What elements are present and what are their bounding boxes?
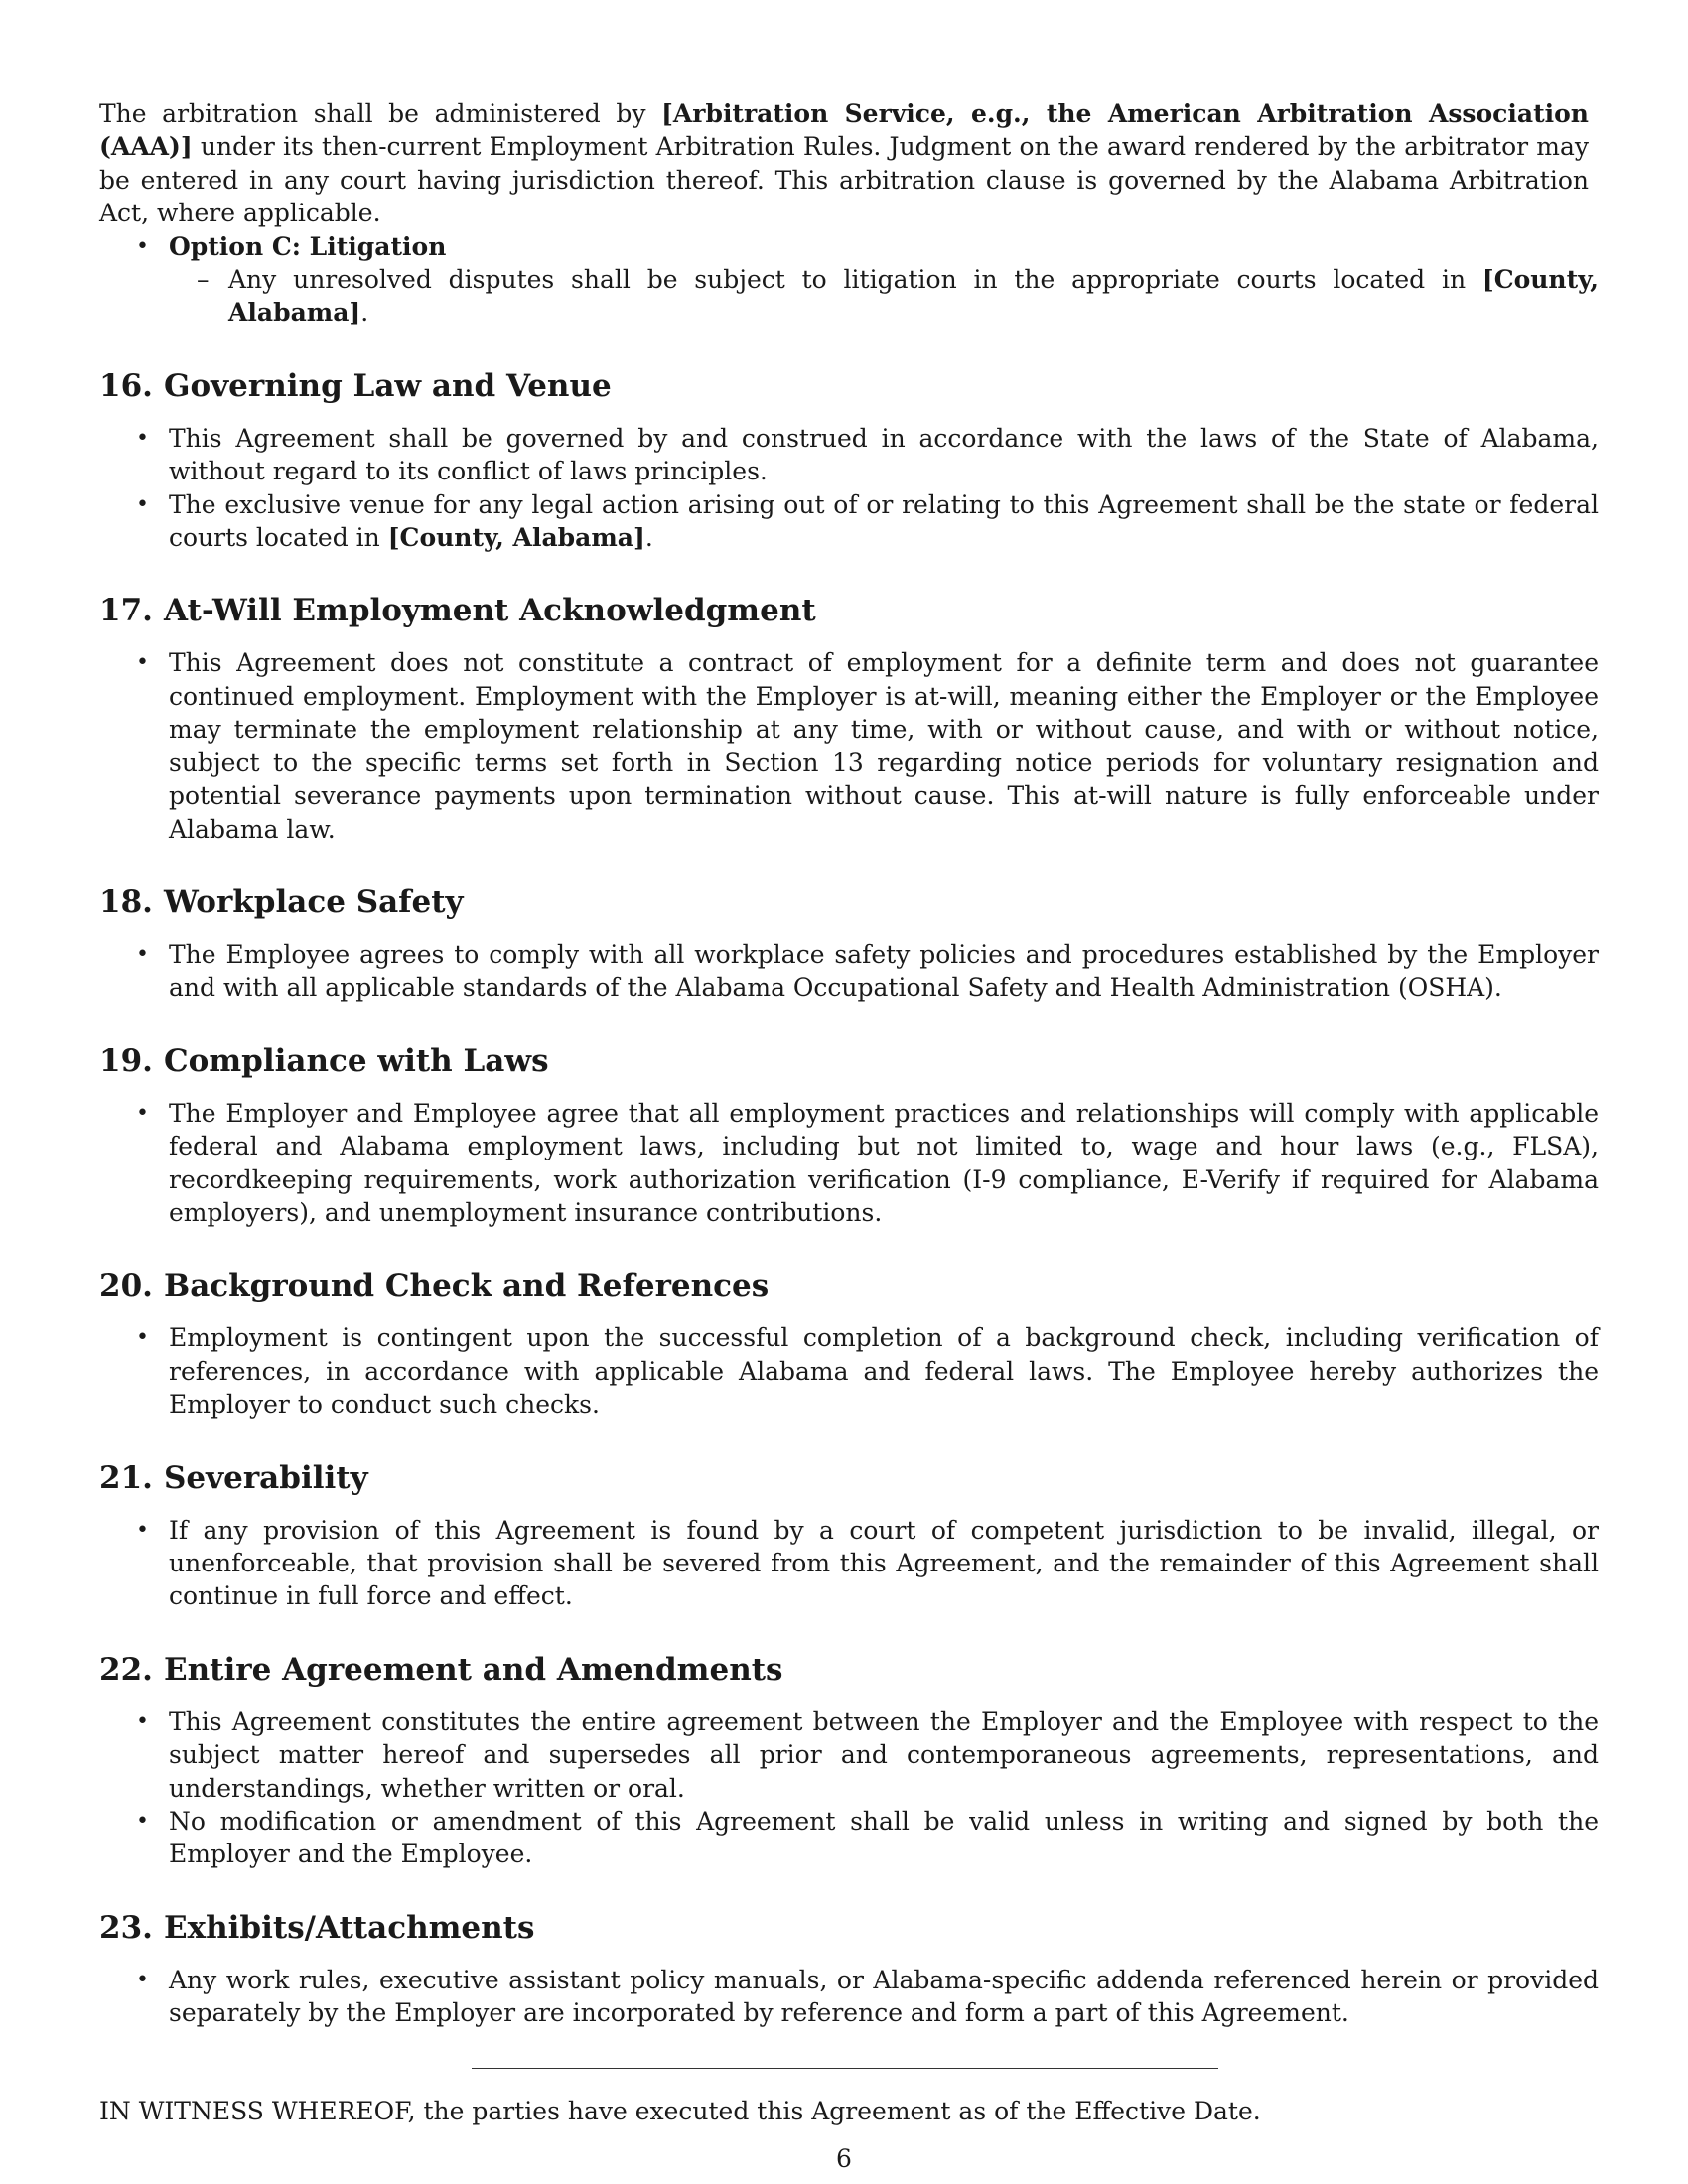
list-item xyxy=(99,422,1599,488)
bullet-text: This Agreement shall be governed by and construed in accordance with the laws of the State of Alabama, without regard to its conflict of laws principles. xyxy=(169,423,1599,486)
dash-icon: – xyxy=(197,265,210,295)
section-title: At-Will Employment Acknowledgment xyxy=(164,593,816,629)
county-placeholder: [County, Alabama] xyxy=(228,265,1599,328)
section-heading-19 xyxy=(99,1041,1589,1081)
section-title: Entire Agreement and Amendments xyxy=(164,1651,783,1688)
bullet-icon: • xyxy=(136,1708,149,1734)
section-title: Background Check and References xyxy=(164,1268,770,1304)
section-19-list xyxy=(99,1097,1599,1230)
section-heading-16 xyxy=(99,366,1589,406)
option-c-subitem xyxy=(169,263,1599,330)
section-number: 22. xyxy=(99,1651,153,1688)
bullet-text: The Employee agrees to comply with all workplace safety policies and procedures established by the Employer and with all applicable standards of the Alabama Occupational Safety and Health Administration (OSHA). xyxy=(169,939,1599,1003)
witness-statement: IN WITNESS WHEREOF, the parties have executed this Agreement as of the Effective Date. xyxy=(99,2096,1261,2125)
section-number: 18. xyxy=(99,884,153,920)
county-placeholder: [County, Alabama] xyxy=(387,523,645,553)
section-heading-17 xyxy=(99,591,1589,630)
section-heading-22 xyxy=(99,1650,1589,1690)
bullet-icon: • xyxy=(136,1967,149,1992)
arbitration-text: The arbitration shall be administered by xyxy=(99,99,662,128)
section-heading-21 xyxy=(99,1458,1589,1498)
document-page xyxy=(99,97,1599,2152)
section-title: Exhibits/Attachments xyxy=(164,1909,535,1946)
section-18-list xyxy=(99,938,1599,1005)
bullet-icon: • xyxy=(136,1100,149,1126)
list-item xyxy=(99,646,1599,845)
section-number: 17. xyxy=(99,593,153,629)
bullet-icon: • xyxy=(136,233,149,259)
section-heading-23 xyxy=(99,1908,1589,1948)
bullet-text: This Agreement does not constitute a contract of employment for a definite term and does not guarantee continued employment. Employment with the Employer is at-will, meaning either the Employer or the Employee may terminate the employment relationship at any time, with or without cause, and with or without notice, subject to the specific terms set forth in Section 13 regarding notice periods for voluntary resignation and potential severance payments upon termination without cause. This at-will nature is fully enforceable under Alabama law. xyxy=(169,648,1599,844)
list-item xyxy=(99,1514,1599,1613)
section-title: Governing Law and Venue xyxy=(164,367,612,404)
section-title: Workplace Safety xyxy=(164,884,464,920)
section-number: 16. xyxy=(99,367,153,404)
bullet-icon: • xyxy=(136,650,149,676)
section-number: 21. xyxy=(99,1459,153,1496)
bullet-text: Any work rules, executive assistant policy manuals, or Alabama-specific addenda referenced herein or provided separately by the Employer are incorporated by reference and form a part of this Agreement. xyxy=(169,1965,1599,2028)
page-number: 6 xyxy=(836,2144,852,2173)
section-number: 23. xyxy=(99,1909,153,1946)
bullet-icon: • xyxy=(136,941,149,967)
option-c-item xyxy=(99,230,1599,330)
option-c-text-end: . xyxy=(360,298,369,328)
option-c-label: Option C: Litigation xyxy=(169,231,447,261)
section-17-list xyxy=(99,646,1599,845)
horizontal-divider xyxy=(472,2068,1218,2069)
section-21-list xyxy=(99,1514,1599,1613)
section-heading-20 xyxy=(99,1266,1589,1305)
bullet-icon: • xyxy=(136,1517,149,1543)
list-item xyxy=(99,1321,1599,1421)
section-title: Severability xyxy=(164,1459,368,1496)
bullet-text: No modification or amendment of this Agreement shall be valid unless in writing and signed by both the Employer and the Employee. xyxy=(169,1807,1599,1869)
section-title: Compliance with Laws xyxy=(164,1042,549,1079)
list-item xyxy=(99,488,1599,555)
section-heading-18 xyxy=(99,883,1589,922)
list-item xyxy=(99,1964,1599,2030)
option-c-sublist xyxy=(169,263,1599,330)
list-item xyxy=(99,938,1599,1005)
bullet-text-end: . xyxy=(644,523,653,553)
bullet-icon: • xyxy=(136,425,149,451)
bullet-text: Employment is contingent upon the successful completion of a background check, including verification of references, in accordance with applicable Alabama and federal laws. The Employee hereby authorizes the Employer to conduct such checks. xyxy=(169,1323,1599,1420)
section-number: 20. xyxy=(99,1268,153,1304)
section-number: 19. xyxy=(99,1042,153,1079)
bullet-text: The exclusive venue for any legal action arising out of or relating to this Agreement shall be the state or federal courts located in xyxy=(169,489,1599,553)
arbitration-text-end: under its then-current Employment Arbitration Rules. Judgment on the award rendered by the arbitrator may be entered in any court having jurisdiction thereof. This arbitration clause is governed by the Alabama Arbitration Act, where applicable. xyxy=(99,132,1589,228)
list-item xyxy=(99,1805,1599,1871)
section-16-list xyxy=(99,422,1599,555)
section-22-list xyxy=(99,1706,1599,1871)
bullet-text: This Agreement constitutes the entire agreement between the Employer and the Employee with respect to the subject matter hereof and supersedes all prior and contemporaneous agreements, representations, and understandings, whether written or oral. xyxy=(169,1706,1599,1803)
arbitration-paragraph xyxy=(99,97,1589,230)
bullet-icon: • xyxy=(136,1325,149,1351)
option-c-text: Any unresolved disputes shall be subject to litigation in the appropriate courts located in xyxy=(228,265,1482,295)
option-c-list xyxy=(99,230,1599,330)
list-item xyxy=(99,1097,1599,1230)
bullet-text: If any provision of this Agreement is found by a court of competent jurisdiction to be invalid, illegal, or unenforceable, that provision shall be severed from this Agreement, and the remainder of this Agreement shall continue in full force and effect. xyxy=(169,1515,1599,1611)
arbitration-service-placeholder: [Arbitration Service, e.g., the American Arbitration Association (AAA)] xyxy=(99,99,1589,162)
section-23-list xyxy=(99,1964,1599,2030)
bullet-icon: • xyxy=(136,1809,149,1834)
bullet-text: The Employer and Employee agree that all employment practices and relationships will comply with applicable federal and Alabama employment laws, including but not limited to, wage and hour laws (e.g., FLSA), recordkeeping requirements, work authorization verification (I-9 compliance, E-Verify if required for Alabama employers), and unemployment insurance contributions. xyxy=(169,1098,1599,1227)
section-20-list xyxy=(99,1321,1599,1421)
list-item xyxy=(99,1706,1599,1805)
bullet-icon: • xyxy=(136,491,149,517)
